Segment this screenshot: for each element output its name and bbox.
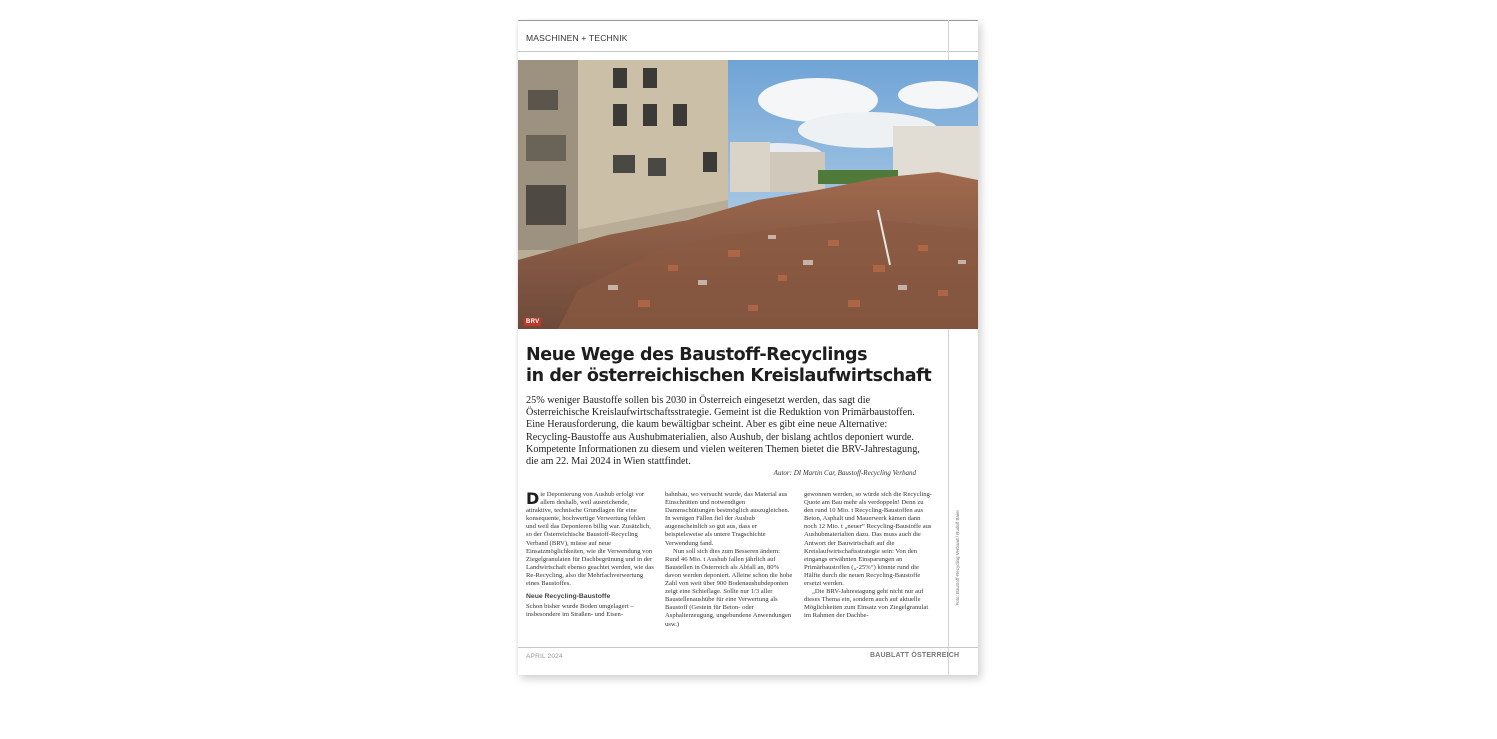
paragraph: „Die BRV-Jahrestagung geht nicht nur auf dieses Thema ein, sondern auch auf aktuelle Möglichkeiten zum Einsatz von Ziegelgranulat im Rahmen der Dachbe- [804, 588, 929, 620]
article-title [526, 345, 941, 387]
publication-name: BAUBLATT ÖSTERREICH [870, 652, 960, 659]
photo-credit: BRV [526, 319, 540, 325]
paragraph: gewonnen werden, so würde sich die Recycling-Quote am Bau mehr als verdoppeln! Denn zu den rund 10 Mio. t Recycling-Baustoffen aus Beton, Asphalt und Mauerwerk kämen dann noch 12 Mio. t „neuer“ Recycling-Baustoffe aus Aushubmaterialien dazu. Das muss auch die Antwort der Bauwirtschaft auf die Kreislaufwirtschaftsstrategie sein: Von den eingangs erwähnten Einsparungen an Primärbaustoffen („-25%“) könnte rund die Hälfte durch die neuen Recycling-Baustoffe ersetzt werden. [804, 491, 932, 588]
top-rule [518, 20, 978, 21]
text-column-2 [665, 491, 795, 629]
subheading: Neue Recycling-Baustoffe [526, 593, 611, 601]
magazine-page [518, 20, 978, 675]
footer-divider [518, 647, 978, 648]
section-label: MASCHINEN + TECHNIK [526, 33, 628, 43]
drop-cap: D [526, 489, 540, 508]
text-column-1 [526, 491, 656, 619]
text-column-3 [804, 491, 934, 621]
paragraph: Die Deponierung von Aushub erfolgt vor allem deshalb, weil ausreichende, attraktive, technische Grundlagen für eine konsequente, hochwertige Verwertung fehlen und weil das Deponieren billig war. Zusätzlich, so der Österreichische Baustoff-Recycling Verband (BRV), müsse auf neue Einsatzmöglichkeiten, wie die Verwendung von Ziegelgranulaten für Dachbegrünung und in der Landwirtschaft ebenso geachtet werden, wie das Re-Recycling, also die Mehrfachverwertung eines Baustoffes. [526, 489, 654, 588]
header-divider [518, 51, 978, 52]
title-line-2: in der österreichischen Kreislaufwirtschaft [526, 366, 932, 386]
issue-date: APRIL 2024 [526, 653, 563, 660]
paragraph: Nun soll sich dies zum Besseren ändern: Rund 46 Mio. t Aushub fallen jährlich auf Baustellen in Österreich als Abfall an, 80% davon werden deponiert. Alleine schon die hohe Zahl von weit über 900 Bodenaushubdeponien zeigt eine Schieflage. Sollte nur 1/3 aller Baustellenaushübe für eine Verwertung als Baustoff (Gestein für Beton- oder Asphalterzeugung, ungebundene Anwendungen usw.) [665, 547, 793, 628]
paragraph: bahnbau, wo versucht wurde, das Material aus Einschnitten und notwendigen Dammschüttungen bestmöglich auszugleichen. In wenigen Fällen fiel der Aushub augenscheinlich so gut aus, dass er beispielsweise als untere Tragschichte Verwendung fand. [665, 491, 790, 547]
author-byline: Autor: DI Martin Car, Baustoff-Recycling Verband [773, 469, 916, 477]
article-photo [518, 60, 978, 329]
vertical-photo-credit: Foto: Baustoff-Recycling Verband / Rudolf Baier [955, 510, 960, 606]
article-lead: 25% weniger Baustoffe sollen bis 2030 in Österreich eingesetzt werden, das sagt die Österreichische Kreislaufwirtschaftsstrategie. Gemeint ist die Reduktion von Primärbaustoffen. Eine Herausforderung, die kaum bewältigbar scheint. Aber es gibt eine neue Alternative: Recycling-Baustoffe aus Aushubmaterialien, also Aushub, der bislang achtlos deponiert wurde. Kompetente Informationen zu diesem und vielen weiteren Themen bietet die BRV-Jahrestagung, die am 22. Mai 2024 in Wien stattfindet. [526, 395, 920, 468]
paragraph: Schon bisher wurde Boden umgelagert – insbesondere im Straßen- und Eisen- [526, 603, 634, 619]
title-line-1: Neue Wege des Baustoff-Recyclings [526, 345, 868, 365]
